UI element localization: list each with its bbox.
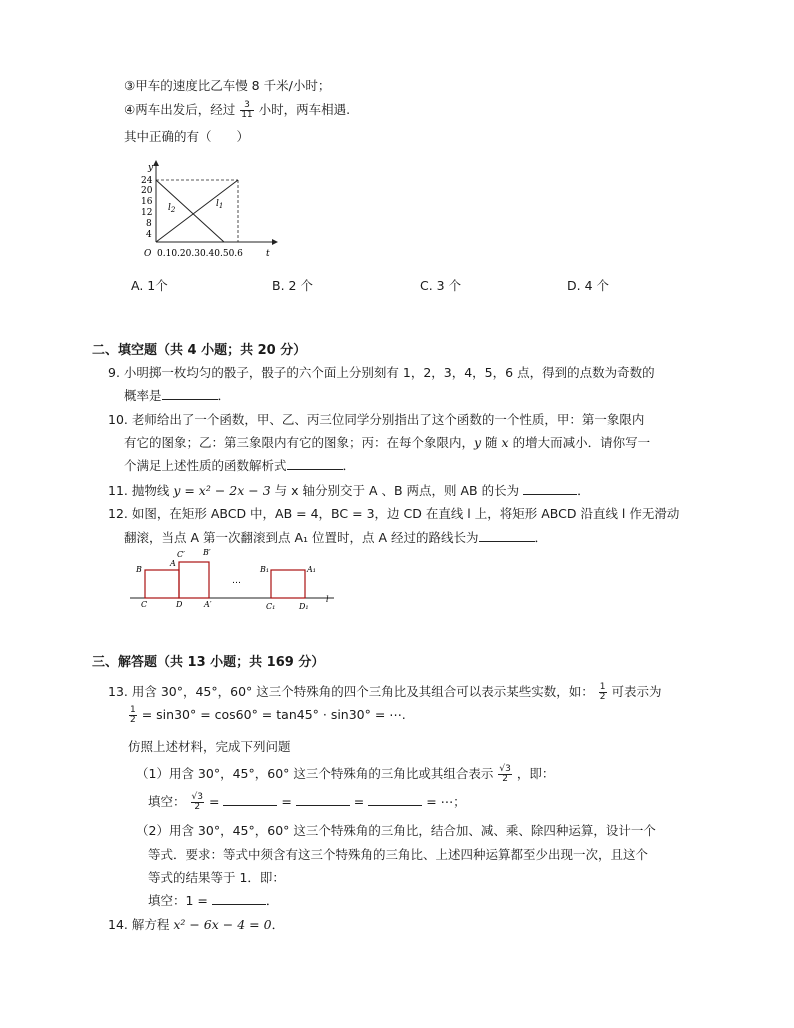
q13-fill1-label: 填空：: [148, 794, 186, 809]
q12-line2-post: ．: [534, 530, 548, 545]
q13-fill1-blank-3[interactable]: [368, 793, 422, 806]
q14-post: ．: [271, 917, 285, 932]
q10-line1: 10. 老师给出了一个函数，甲、乙、丙三位同学分别指出了这个函数的一个性质，甲：第一象限内: [108, 412, 645, 427]
q10-line2-b: 随: [481, 435, 502, 450]
q8-option-d[interactable]: D. 4 个: [567, 278, 609, 293]
q13-half-num: 1: [599, 682, 606, 692]
line-l2: [156, 180, 224, 242]
label-d: D: [176, 600, 183, 609]
label-l: l: [326, 595, 329, 604]
q9-line2-post: ．: [217, 388, 231, 403]
q13-part1-text: （1）用含 30°，45°，60° 这三个特殊角的三角比或其组合表示: [136, 766, 494, 781]
rect-abcd: [145, 570, 179, 598]
q13-line2: [128, 706, 406, 725]
q11-line: [108, 481, 590, 499]
q8-statement-3: ③甲车的速度比乙车慢 8 千米/小时；: [124, 78, 331, 93]
label-b-prime: B′: [203, 548, 211, 557]
q13-fill1-eq-1: =: [208, 794, 224, 809]
q13-fill2-blank[interactable]: [212, 892, 266, 905]
ytick-8: 8: [146, 219, 152, 229]
label-a: A: [170, 559, 176, 568]
q10-line2-c: 的增大而减小．请你写一: [508, 435, 651, 450]
q13-line3: 仿照上述材料，完成下列问题: [128, 739, 291, 754]
l1-label: $l_1$: [216, 199, 224, 210]
q13-part2-line1: （2）用含 30°，45°，60° 这三个特殊角的三角比，结合加、减、乘、除四种运算，设计一个: [136, 823, 656, 838]
x-label: t: [266, 249, 270, 259]
q8-option-b[interactable]: B. 2 个: [272, 278, 313, 293]
y-axis-arrow: [153, 160, 159, 166]
q14-line: [108, 915, 284, 933]
q13-fill1-blank-2[interactable]: [296, 793, 350, 806]
q13-half-den: 2: [599, 692, 606, 702]
q13-part1: [136, 764, 554, 784]
q13-part1-post: ，即：: [516, 766, 555, 781]
q11-mid: 与 x 轴分别交于 A 、B 两点，则 AB 的长为: [270, 483, 520, 498]
q13-fill1-den: 2: [194, 802, 201, 812]
ytick-24: 24: [141, 176, 153, 186]
q13-fill2-label: 填空：1 =: [148, 893, 212, 908]
q13-fill1-eq-3: =: [349, 794, 369, 809]
origin-label: O: [144, 249, 152, 259]
ytick-16: 16: [141, 197, 153, 207]
q13-sqrt3-den: 2: [502, 774, 508, 784]
x-axis-arrow: [272, 239, 278, 245]
label-c: C: [141, 600, 148, 609]
q13-line2-text: = sin30° = cos60° = tan45° · sin30° = ⋯.: [141, 707, 406, 722]
q14-pre: 14. 解方程: [108, 917, 174, 932]
ellipsis: …: [232, 576, 241, 586]
q9-line1: 9. 小明掷一枚均匀的骰子，骰子的六个面上分别刻有 1，2，3，4，5，6 点，得到的点数为奇数的: [108, 365, 655, 380]
q8-option-a[interactable]: A. 1个: [131, 278, 168, 293]
q13-part2-line2: 等式．要求：等式中须含有这三个特殊角的三角比、上述四种运算都至少出现一次，且这个: [148, 847, 649, 862]
q9-answer-blank[interactable]: [162, 387, 218, 400]
q8-statement-4-post: 小时，两车相遇.: [258, 102, 351, 117]
q8-prompt: 其中正确的有（ ）: [124, 129, 250, 144]
q11-answer-blank[interactable]: [523, 482, 577, 495]
rect-rotated: [179, 562, 209, 598]
q10-var-y: y: [474, 435, 482, 450]
q13-half-frac-2: [129, 706, 137, 725]
l2-label: $l_2$: [168, 203, 176, 214]
q13-part2-line3: 等式的结果等于 1．即：: [148, 870, 285, 885]
q8-statement-4: [124, 100, 350, 120]
rect-a1b1c1d1: [271, 570, 305, 598]
q8-fraction: [240, 101, 253, 120]
q13-fill2: [148, 891, 278, 909]
q14-equation: x² − 6x − 4 = 0: [173, 917, 272, 932]
q10-line3-post: ．: [342, 458, 356, 473]
q13-fill1-blank-1[interactable]: [223, 793, 277, 806]
q8-statement-4-text: ④两车出发后，经过: [124, 102, 236, 117]
q8-option-c[interactable]: C. 3 个: [420, 278, 462, 293]
q13-fill1-frac: [191, 793, 204, 812]
q9-line2: [124, 386, 230, 404]
label-a1: A₁: [307, 565, 316, 574]
q13-line1-text: 13. 用含 30°，45°，60° 这三个特殊角的四个三角比及其组合可以表示某些实数，如：: [108, 684, 594, 699]
q13-sqrt3-frac: [498, 765, 511, 784]
label-c1: C₁: [266, 602, 276, 611]
q12-line1: 12. 如图，在矩形 ABCD 中，AB = 4，BC = 3，边 CD 在直线 l 上，将矩形 ABCD 沿直线 l 作无滑动: [108, 506, 680, 521]
ytick-4: 4: [146, 230, 152, 240]
q8-fraction-num: 3: [240, 101, 253, 111]
q13-line1: [108, 682, 662, 702]
label-a-prime: A′: [204, 600, 212, 609]
q13-line1-post: 可表示为: [611, 684, 662, 699]
q12-line2: [124, 528, 547, 546]
section-3-title: 三、解答题（共 13 小题；共 169 分）: [92, 655, 325, 670]
ytick-20: 20: [141, 186, 153, 196]
q10-answer-blank[interactable]: [287, 457, 343, 470]
label-c-prime: C′: [177, 550, 185, 559]
q10-line3-text: 个满足上述性质的函数解析式: [124, 458, 287, 473]
q13-fill1-num: √3: [191, 792, 203, 802]
q8-graph: [128, 158, 288, 262]
q13-fill1-eq-2: =: [277, 794, 296, 809]
q13-fill1: [148, 792, 466, 812]
label-d1: D₁: [299, 602, 309, 611]
label-b1: B₁: [260, 565, 270, 574]
xtick-labels: 0.10.20.30.40.50.6: [157, 249, 243, 259]
q13-fill2-post: ．: [265, 893, 279, 908]
q9-line2-text: 概率是: [124, 388, 162, 403]
q10-var-x: x: [501, 435, 509, 450]
y-label: y: [148, 163, 154, 173]
q13-sqrt3-num: √3: [499, 764, 511, 774]
label-b: B: [136, 565, 142, 574]
q11-post: ．: [577, 483, 590, 498]
q10-line2: [124, 433, 650, 451]
q13-half-den-2: 2: [130, 715, 136, 725]
q12-line2-text: 翻滚，当点 A 第一次翻滚到点 A₁ 位置时，点 A 经过的路线长为: [124, 530, 479, 545]
q11-equation: y = x² − 2x − 3: [173, 483, 271, 498]
q8-fraction-den: 11: [241, 110, 253, 120]
q12-figure: [128, 545, 338, 611]
q10-line2-a: 有它的图象；乙：第三象限内有它的图象；丙：在每个象限内，: [124, 435, 475, 450]
q13-half-frac: [599, 683, 607, 702]
q11-pre: 11. 抛物线: [108, 483, 174, 498]
q13-fill1-post: = ⋯；: [422, 794, 466, 809]
ytick-12: 12: [141, 208, 153, 218]
section-2-title: 二、填空题（共 4 小题；共 20 分）: [92, 343, 307, 358]
q12-answer-blank[interactable]: [479, 529, 535, 542]
q13-half-num-2: 1: [130, 705, 136, 715]
q10-line3: [124, 456, 355, 474]
